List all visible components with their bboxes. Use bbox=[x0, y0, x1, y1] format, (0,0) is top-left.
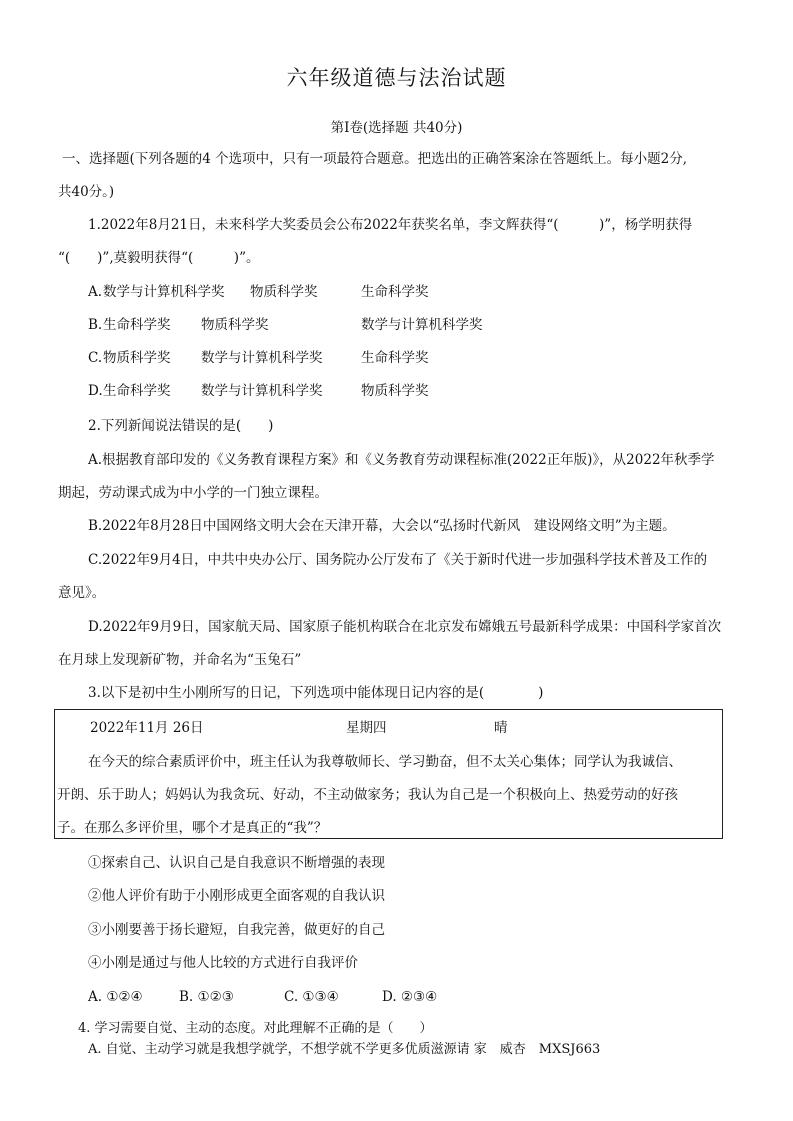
section-subtitle: 第Ⅰ卷(选择题 共40分) bbox=[330, 120, 463, 136]
q3-statement-1: ①探索自己、认识自己是自我意识不断增强的表现 bbox=[88, 855, 385, 871]
option-label: B. bbox=[88, 317, 103, 333]
page-title: 六年级道德与法治试题 bbox=[286, 66, 507, 90]
q2-option-b: B.2022年8月28日中国网络文明大会在天津开幕，大会以“弘扬时代新风 建设网络文明”为主题。 bbox=[88, 518, 676, 534]
q2-option-d-cont: 在月球上发现新矿物，并命名为“玉兔石” bbox=[58, 652, 302, 668]
option-label: A. bbox=[88, 284, 103, 300]
q3-choice-b: B. ①②③ bbox=[179, 989, 234, 1005]
option-award-2: 物质科学奖 bbox=[250, 284, 318, 300]
q2-option-d: D.2022年9月9日，国家航天局、国家原子能机构联合在北京发布嫦娥五号最新科学成果：中国科学家首次 bbox=[88, 619, 722, 635]
option-award-2: 物质科学奖 bbox=[201, 317, 269, 333]
q3-statement-4: ④小刚是通过与他人比较的方式进行自我评价 bbox=[88, 955, 358, 971]
option-award-1: 生命科学奖 bbox=[103, 383, 171, 399]
diary-body-cont: 子。在那么多评价里，哪个才是真正的“我”？ bbox=[57, 820, 328, 836]
q2-option-a-cont: 期起，劳动课式成为中小学的一门独立课程。 bbox=[58, 485, 328, 501]
diary-weekday: 星期四 bbox=[346, 720, 387, 736]
option-award-3: 生命科学奖 bbox=[361, 284, 429, 300]
option-award-2: 数学与计算机科学奖 bbox=[201, 383, 323, 399]
q3-choice-c: C. ①③④ bbox=[284, 989, 339, 1005]
q1-stem-cont: “( )”,莫毅明获得“( )”。 bbox=[58, 250, 260, 266]
option-award-1: 生命科学奖 bbox=[103, 317, 171, 333]
q2-option-c: C.2022年9月4日，中共中央办公厅、国务院办公厅发布了《关于新时代进一步加强科学技术普及工作的 bbox=[88, 552, 708, 568]
q3-choice-a: A. ①②④ bbox=[88, 989, 143, 1005]
section-instruction-cont: 共40分。) bbox=[58, 184, 115, 200]
q3-statement-2: ②他人评价有助于小刚形成更全面客观的自我认识 bbox=[88, 888, 385, 904]
q3-choice-d: D. ②③④ bbox=[382, 989, 438, 1005]
q1-stem: 1.2022年8月21日，未来科学大奖委员会公布2022年获奖名单，李文辉获得“( )”，杨学明获得 bbox=[88, 217, 693, 233]
q3-statement-3: ③小刚要善于扬长避短，自我完善，做更好的自己 bbox=[88, 922, 385, 938]
diary-weather: 晴 bbox=[494, 720, 508, 736]
option-award-2: 数学与计算机科学奖 bbox=[201, 350, 323, 366]
q2-stem: 2.下列新闻说法错误的是( ) bbox=[88, 418, 274, 434]
q4-option-a: A. 自觉、主动学习就是我想学就学，不想学就不学更多优质滋源请 家 威杏 MXSJ663 bbox=[88, 1042, 601, 1057]
option-award-1: 数学与计算机科学奖 bbox=[103, 284, 225, 300]
diary-body: 在今天的综合素质评价中，班主任认为我尊敬师长、学习勤奋，但不太关心集体；同学认为我诚信、 bbox=[88, 754, 682, 770]
q2-option-c-cont: 意见》。 bbox=[58, 585, 106, 601]
section-instruction: 一、选择题(下列各题的4 个选项中，只有一项最符合题意。把选出的正确答案涂在答题纸上。每小题2分, bbox=[62, 151, 688, 167]
option-award-3: 物质科学奖 bbox=[361, 383, 429, 399]
diary-date: 2022年11月 26日 bbox=[90, 720, 204, 736]
option-award-3: 生命科学奖 bbox=[361, 350, 429, 366]
q4-stem: 4. 学习需要自觉、主动的态度。对此理解不正确的是（ ） bbox=[78, 1021, 433, 1036]
option-label: C. bbox=[88, 350, 103, 366]
q2-option-a: A.根据教育部印发的《义务教育课程方案》和《义务教育劳动课程标准(2022正年版)》，从2022年秋季学 bbox=[88, 452, 715, 468]
q3-stem: 3.以下是初中生小刚所写的日记，下列选项中能体现日记内容的是( ) bbox=[88, 685, 544, 701]
option-award-3: 数学与计算机科学奖 bbox=[361, 317, 483, 333]
option-award-1: 物质科学奖 bbox=[103, 350, 171, 366]
diary-body-cont: 开朗、乐于助人；妈妈认为我贪玩、好动，不主动做家务；我认为自己是一个积极向上、热爱劳动的好孩 bbox=[57, 787, 678, 803]
option-label: D. bbox=[88, 383, 103, 399]
